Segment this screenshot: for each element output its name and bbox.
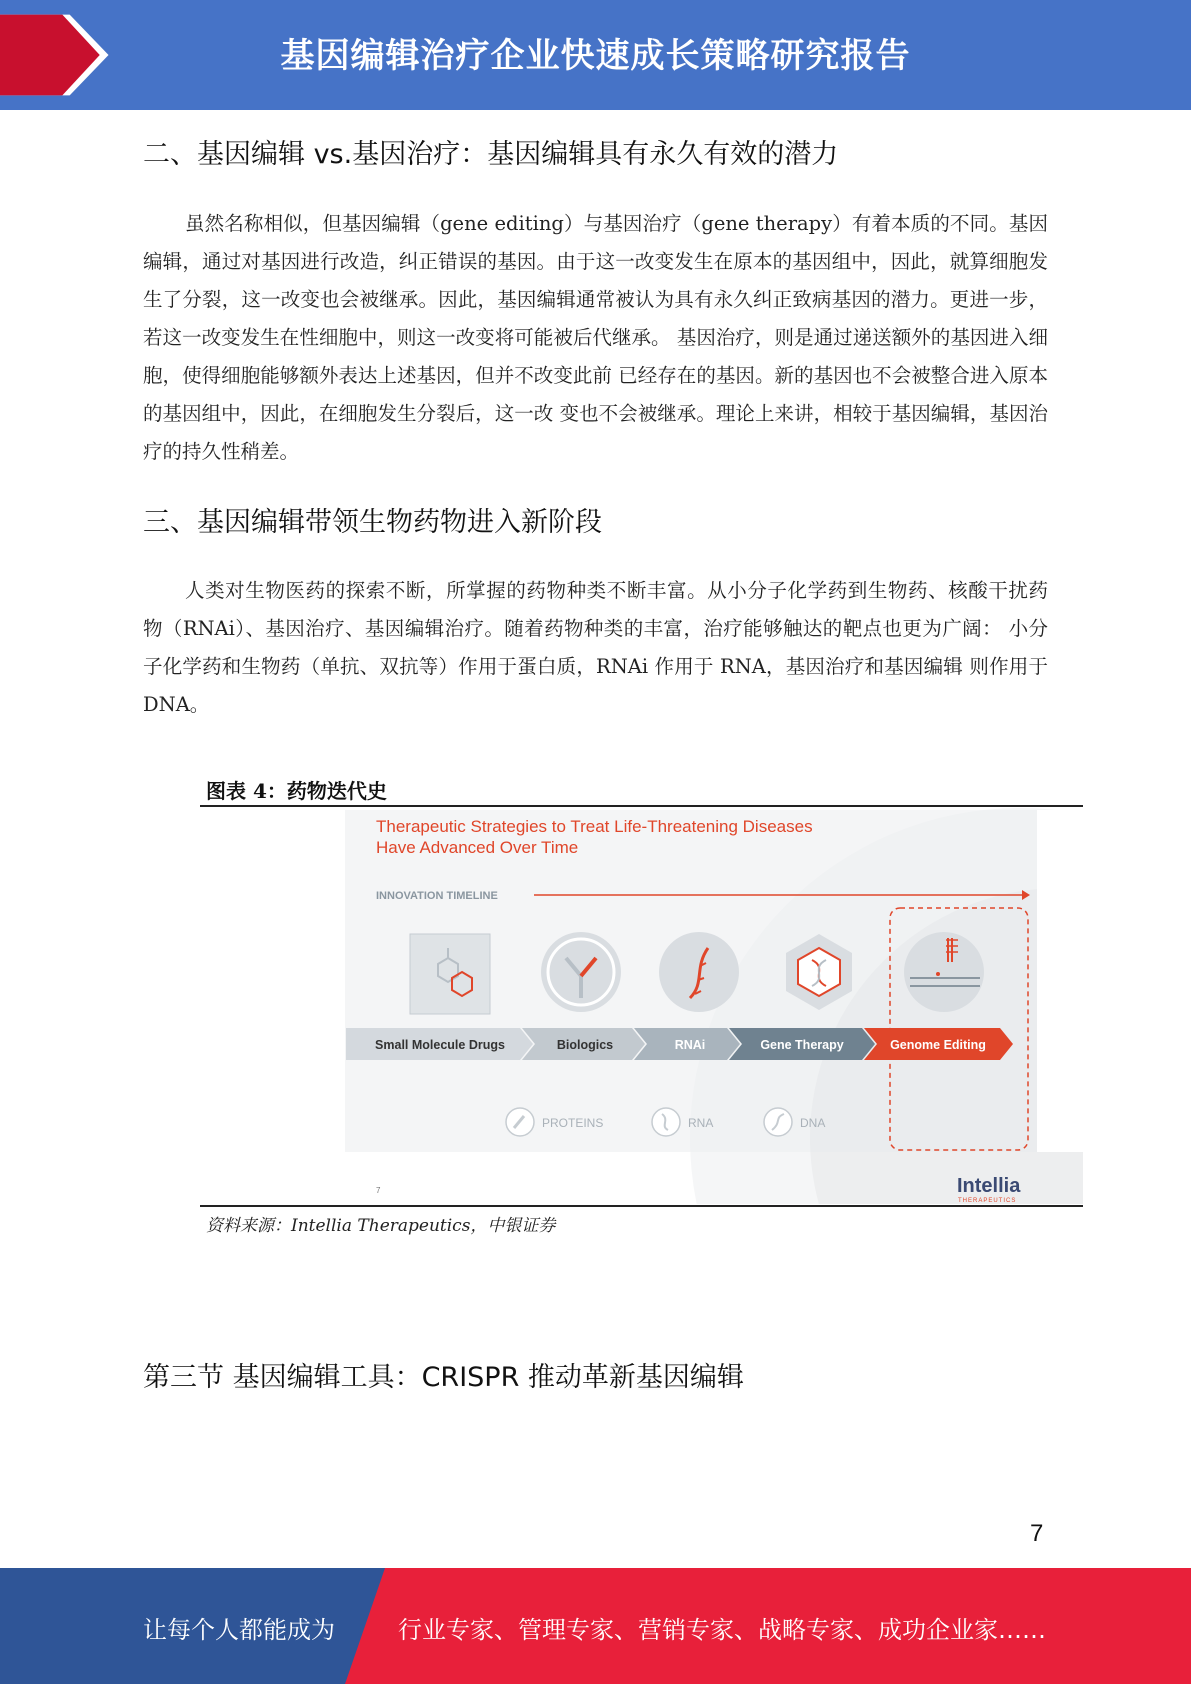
target-label: RNA (688, 1116, 714, 1130)
stage-label: Biologics (556, 1038, 614, 1052)
slide-number: 7 (376, 1186, 381, 1195)
figure-caption: 图表 4：药物迭代史 (206, 779, 387, 803)
stage-label: Gene Therapy (760, 1038, 844, 1052)
figure-source: 资料来源：Intellia Therapeutics，中银证券 (206, 1216, 556, 1236)
footer-slogan-right: 行业专家、管理专家、营销专家、战略专家、成功企业家…… (398, 1616, 1046, 1644)
section-heading-2: 二、基因编辑 vs.基因治疗：基因编辑具有永久有效的潜力 (143, 139, 839, 170)
dna-icon (764, 1108, 792, 1136)
protein-icon (506, 1108, 534, 1136)
antibody-icon (541, 932, 621, 1012)
rna-strand-icon (659, 932, 739, 1012)
rna-icon (652, 1108, 680, 1136)
section-heading-3: 三、基因编辑带领生物药物进入新阶段 (143, 507, 602, 538)
timeline-label: INNOVATION TIMELINE (376, 890, 498, 902)
chapter-section-heading: 第三节 基因编辑工具：CRISPR 推动革新基因编辑 (143, 1362, 744, 1393)
crispr-icon (904, 932, 984, 1012)
molecule-icon (410, 934, 490, 1014)
figure-title-line1: Therapeutic Strategies to Treat Life-Threatening Diseases (376, 817, 813, 836)
section-3-paragraph: 人类对生物医药的探索不断，所掌握的药物种类不断丰富。从小分子化学药到生物药、核酸干扰药 物（RNAi）、基因治疗、基因编辑治疗。随着药物种类的丰富，治疗能够触达的靶点也更为广阔： 小分子化学药和生物药（单抗、双抗等）作用于蛋白质，RNAi 作用于 RNA，基因治疗和基因编辑 则作用于 DNA。 (143, 579, 1048, 716)
target-label: DNA (800, 1116, 826, 1130)
figure-top-rule (200, 805, 1083, 807)
report-title: 基因编辑治疗企业快速成长策略研究报告 (280, 36, 911, 76)
header-banner (0, 0, 1191, 110)
intellia-logo (957, 1175, 1021, 1204)
logo-sub-text: THERAPEUTICS (958, 1198, 1017, 1204)
stage-label: Genome Editing (890, 1038, 986, 1052)
figure-title-line2: Have Advanced Over Time (376, 838, 579, 857)
page-number: 7 (1030, 1520, 1044, 1547)
section-2-paragraph: 虽然名称相似，但基因编辑（gene editing）与基因治疗（gene therapy）有着本质的不同。基因编辑，通过对基因进行改造，纠正错误的基因。由于这一改变发生在原本的基因组中，因此，就算细胞发生了分裂，这一改变也会被继承。因此，基因编辑通常被认为具有永久纠正致病基因的潜力。更进一步，若这一改变发生在性细胞中，则这一改变将可能被后代继承。 基因治疗，则是通过递送额外的基因进入细胞，使得细胞能够额外表达上述基因，但并不改变此前 已经存在的基因。新的基因也不会被整合进入原本的基因组中，因此，在细胞发生分裂后，这一改 变也不会被继承。理论上来讲，相较于基因编辑，基因治疗的持久性稍差。 (143, 212, 1048, 463)
stage-label: Small Molecule Drugs (375, 1038, 505, 1052)
target-label: PROTEINS (542, 1116, 604, 1130)
drug-evolution-figure (200, 808, 1083, 1204)
logo-main-text: Intellia (957, 1175, 1021, 1197)
footer-slogan-left: 让每个人都能成为 (143, 1616, 335, 1644)
figure-bottom-rule (200, 1205, 1083, 1207)
stage-label: RNAi (674, 1038, 706, 1052)
